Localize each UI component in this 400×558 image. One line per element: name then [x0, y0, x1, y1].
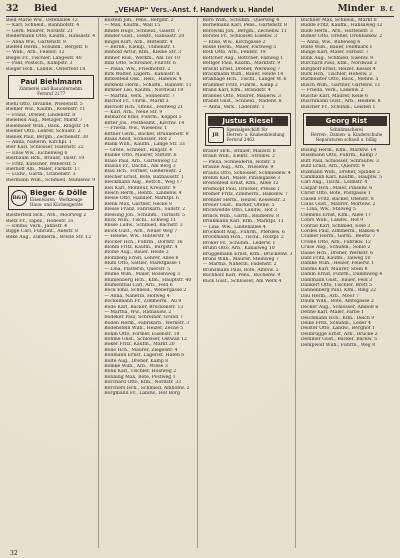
- ad-line: Herren- u. Knabenkleidung: [226, 132, 285, 138]
- directory-entry: Birkholz Herm., Schaffn., Bahnstr. 11: [104, 82, 192, 88]
- ad-georg-rist: [303, 113, 390, 145]
- directory-entry: Borchers Hch., Schmied, Amboßw. 2: [104, 385, 190, 391]
- directory-entry: Dahms Karl, Maurer, Stein 8: [300, 266, 368, 272]
- directory-entry: Bremer Fritz, Zimmerm., Balkenw. 7: [202, 192, 288, 198]
- directory-entry: Brüggemann Ernst, Kfm., Brückenw. 3: [202, 251, 293, 257]
- directory-entry: Buxmann Wilh., Dreher, Spindel 2: [300, 169, 380, 175]
- directory-entry: — Wilh., Arb., Feldstr. 12: [6, 50, 65, 56]
- directory-entry: Bitter Jos., Postbeamt., Kirchw. 14: [104, 120, 185, 126]
- directory-entry: Clemens Ernst, Kfm., Allee 17: [300, 212, 371, 218]
- directory-entry: Brandt Gust., Schneid., Nadelw. 8: [202, 99, 282, 105]
- directory-entry: Bosse Herm., Maler, Farbweg 5: [202, 45, 277, 51]
- ad-line: Reparaturen schnell u. billig: [316, 136, 377, 142]
- directory-entry: — Anna, Näherin, Hofweg 4: [104, 293, 170, 299]
- directory-entry: Birkner Leo, Kaufm., Nordwall 19: [104, 88, 184, 94]
- directory-entry: Bollmann Ernst, Lagerist, Hafen 6: [104, 353, 185, 359]
- directory-entry: Blanke Otto, Maurer, Stiftstr. 6: [104, 153, 177, 159]
- directory-entry: Bindel Hugo, Schneid., Gasstr. 7: [104, 28, 180, 34]
- directory-entry: Bracht Ernst, Dreher, Werkweg 7: [202, 66, 281, 72]
- directory-entry: Bruhn Otto, Arb., Kanalweg 10: [202, 246, 275, 252]
- directory-entry: Böttger Paul, Kaufm., Marktstr. 9: [202, 61, 281, 67]
- directory-entry: Bittner Gerh., Bäcker, Brunnenstr. 8: [104, 131, 189, 137]
- directory-entry: Brunsmann Paul, Bote, Amtsw. 5: [202, 267, 279, 273]
- directory-entry: Büscher Fr., Schuhm., Leisten 1: [300, 104, 376, 110]
- directory-entry: Blum Otto, Sattler, Marktgasse 1: [104, 261, 182, 267]
- directory-entry: Busche Karl, Maurer, Kelle 6: [300, 93, 368, 99]
- directory-entry: Bilstein Joh., Pens., Bergstr. 2: [104, 18, 174, 23]
- directory-entry: — Elise Ww., Eichenweg 6: [6, 150, 68, 156]
- directory-entry: Bruns Wilh., Maurer, Steinweg 7: [202, 257, 279, 263]
- directory-entry: Decker Aug., Schlosser, Amboß 6: [300, 304, 379, 310]
- directory-entry: Buschmann Gust., Arb., Heidew. 8: [300, 99, 381, 105]
- entries-col2: [104, 18, 194, 396]
- directory-entry: Bielefeld Aug., Metzger, Markt 7: [6, 118, 83, 124]
- directory-entry: — Franz, Dreher, Lindenstr. 8: [6, 112, 76, 118]
- directory-entry: Breitkopf Paul, Drucker, Presse 1: [202, 186, 281, 192]
- directory-entry: Bier Karl, Schlosser, Hafenstr. 22: [6, 145, 84, 151]
- directory-columns: [6, 18, 394, 548]
- ad-phone: Fernruf 2177: [37, 91, 66, 97]
- directory-entry: Dahlke Wilh., Heizer, Feuerw. 1: [300, 261, 375, 267]
- ad-line: Eisenwaren · Werkzeuge: [30, 197, 83, 203]
- directory-entry: Binhold Artur, Kfm., Kleine Str. 3: [104, 50, 182, 56]
- directory-entry: Blome Aug., Bauer, Heide 2: [104, 250, 169, 256]
- column-3: [203, 18, 296, 548]
- column-2: [104, 18, 197, 548]
- directory-entry: Dankert Otto, Tischler, Brett 5: [300, 283, 372, 289]
- directory-entry: Cramer Herm., Gärtn., Beetw. 7: [300, 234, 376, 240]
- directory-entry: Blomberg Ernst, Lehrer, Allee 8: [104, 255, 179, 261]
- directory-entry: Buck Gust., Schlosser, Am Werk 4: [202, 278, 282, 284]
- directory-entry: Birkenfeld Osk., Heiz., Hafenw. 4: [104, 77, 182, 83]
- directory-entry: — Frieda, Verk., Ladenw. 2: [300, 88, 364, 94]
- ad-line: Haus- und Küchengeräte: [30, 202, 83, 208]
- directory-entry: Brammer Fritz, Fuhrm., Kamp 2: [202, 82, 278, 88]
- directory-entry: Brand Karl, Kfm., Brandstr. 4: [202, 88, 271, 94]
- directory-entry: — Bernh., Klemp., Ulmenstr. 1: [104, 45, 176, 51]
- directory-entry: Blumenberg Hch., Kfm., Hauptstr. 40: [104, 277, 192, 283]
- directory-entry: — Helene, Ww., Hinterstr. 9: [104, 234, 170, 240]
- ad-title: Justus Riesel: [208, 116, 288, 126]
- directory-entry: Blecher Ernst, Bote, Rathausstr. 1: [104, 174, 184, 180]
- directory-entry: Borgmann Fr., Landw., Hof Borg: [104, 391, 180, 397]
- directory-entry: Deike Fritz, Schuhm., Leder 4: [300, 320, 371, 326]
- directory-entry: — Anna, Näherin, Kirchpl. 1: [6, 139, 72, 145]
- directory-entry: Breuer Gust., Bäcker, Ofenw. 5: [202, 202, 275, 208]
- directory-entry: Bröker Fr., Schuhm., Lederw. 1: [202, 240, 276, 246]
- directory-entry: Bülte Wilh., Bauer, Feldmark 1: [300, 45, 373, 51]
- directory-entry: Brenner Herm., Heizer, Kesselstr. 2: [202, 197, 286, 203]
- directory-entry: Caspar Hch., Maler, Pinselw. 6: [300, 185, 373, 191]
- column-4: [301, 18, 394, 548]
- column-1: [6, 18, 99, 548]
- directory-entry: Dahl Fritz, Kaufm., Talweg 10: [300, 256, 371, 262]
- ad-line: Zimmerei und Bauunternehm.: [19, 86, 84, 92]
- directory-entry: Dehne Karl, Maler, Farbe 1: [300, 310, 365, 316]
- directory-entry: Büchner Max, Schneid., Markt 8: [300, 18, 377, 23]
- entries-col3-b: [203, 149, 293, 284]
- directory-entry: Both Otto, Arb., Feldstr. 19: [202, 50, 266, 56]
- directory-entry: Böhm Otto, Former, Eisenstr. 10: [104, 331, 180, 337]
- directory-entry: Bischof Fr., Uhrm., Markt 3: [104, 99, 169, 105]
- directory-entry: Bielemeier Wilh., Bäck., Ringstr. 14: [6, 123, 89, 129]
- directory-entry: Dau Herm., Arb., Moor 7: [300, 293, 359, 299]
- directory-entry: Brauer Hch., Brauer, Malzstr. 6: [202, 148, 276, 154]
- ad-title: Georg Rist: [306, 116, 387, 126]
- directory-entry: Dannenberg Paul, Kfm., Ring 22: [300, 288, 376, 294]
- directory-entry: Dempwolf Wilh., Fuhrm., Weg 8: [300, 342, 376, 348]
- right-mark: B. f.: [380, 5, 394, 13]
- directory-entry: — Lina, Ww., Lindenallee 4: [202, 224, 266, 230]
- directory-entry: — Paula, Ww., Friedhofstr. 2: [104, 66, 171, 72]
- directory-entry: — Max, Kaufm., Wall 15: [104, 23, 161, 29]
- directory-entry: Blenk Max, Gärtner, Hecke 8: [104, 201, 172, 207]
- directory-entry: Bolte Aug., Dreher, Kamp 8: [104, 358, 169, 364]
- directory-entry: Biermann Wilh., Schmied, Mühlenw. 9: [6, 177, 96, 183]
- directory-entry: Bonk Karl, Tischler, Holzweg 2: [104, 369, 177, 375]
- directory-entry: Blume Wilh., Maler, Rosenweg 3: [104, 272, 180, 278]
- directory-entry: Claus Gust., Maurer, Mörtelw. 2: [300, 201, 376, 207]
- directory-entry: — Paul, Postsch., Kampstr. 3: [6, 61, 73, 67]
- ad-justus-riesel: [205, 113, 291, 146]
- directory-entry: — Elise, Ww., Kirchgasse 2: [202, 39, 266, 45]
- ad-title: Paul Biehlmann: [20, 78, 82, 87]
- directory-entry: Bölle Hch., Maurer, Ziegelstr. 4: [104, 347, 178, 353]
- ad-line: Schuhmacherei: [329, 126, 363, 132]
- directory-entry: Boden Herm., Fabrikarb., Werkstr. 3: [104, 320, 190, 326]
- directory-entry: Bleise Otto, Händler, Marktpl. 6: [104, 196, 179, 202]
- directory-entry: — Gerh. Maurer, Nordstr. 21: [6, 28, 74, 34]
- directory-entry: — Lina, Ww., Stillweg 5: [300, 207, 356, 213]
- directory-entry: Bomke Wilh., Arb., Wiese 3: [104, 364, 168, 369]
- directory-entry: — Frieda, Ww., Wiesenw. 1: [104, 126, 168, 132]
- directory-entry: Butz Ernst, Arb., Querstr. 9: [300, 164, 365, 170]
- directory-entry: Brockhoff Aug., Fuhrm., Pferdew. 6: [202, 230, 285, 235]
- directory-entry: Cohrs Wilh., Landw., Hof 9: [300, 218, 364, 224]
- directory-entry: — Martha, Ww., Rathausw. 2: [104, 309, 172, 315]
- directory-entry: Bieger Hch., Landw., Osterfeld 18: [6, 66, 86, 72]
- directory-entry: — Anna, Verk., Ladenstr. 1: [202, 104, 265, 110]
- entries-col1-b: [6, 102, 96, 183]
- directory-entry: Conrad Karl, Schmied, Esse 3: [300, 223, 371, 229]
- directory-entry: Blasius Fr., Dachd., Am Berg 3: [104, 163, 176, 169]
- directory-entry: Bingel Kurt, Arb., Mittelstr. 4: [104, 39, 173, 45]
- directory-entry: Deichmann Hch., Kfm., Deich 9: [300, 315, 375, 321]
- directory-entry: Budde Fritz, Kaufm., Hansaweg 12: [300, 23, 383, 29]
- directory-entry: Blick Wilh., Tischl., Eckweg 11: [104, 218, 177, 224]
- directory-entry: Carl Aug., Tischl., Leimstr. 4: [300, 180, 368, 186]
- entries-col4-a: [301, 18, 392, 110]
- directory-entry: Bietz Fr., Tapez., Hohestr. 31: [6, 218, 74, 224]
- directory-entry: Blumenthal Carl, Arb., Feld 6: [104, 282, 173, 288]
- directory-entry: Bischoff Hch., Ofens., Feldweg 21: [104, 104, 184, 110]
- directory-entry: Binner Rud., Werkm., Am Tor 10: [104, 55, 181, 61]
- directory-entry: — Martha, Verk., Sonnenstr. 7: [104, 93, 175, 99]
- directory-entry: Cruse Aug., Schuhm., Sohle 2: [300, 245, 371, 251]
- directory-entry: Brockmann Hch., Tischl., Holzpl. 2: [202, 235, 284, 241]
- directory-entry: Biesterfeld Hch., Arb., Moorweg 2: [6, 213, 87, 219]
- directory-entry: Brinck Wilh., Gärtn., Blumenw. 8: [202, 213, 280, 219]
- directory-entry: Burmeister Otto, Bäck., Mehlw. 5: [300, 77, 379, 83]
- directory-entry: — Karl, Arb., Neue Str. 9: [104, 109, 163, 115]
- directory-entry: Braune Aug., Arb., Wiesenw. 9: [202, 165, 274, 171]
- directory-entry: Bierbaum Hch., Brauer, Talstr. 19: [6, 156, 85, 162]
- directory-entry: Christ Otto, Bote, Postgasse 1: [300, 191, 371, 197]
- directory-entry: — Lina, Plätterin, Querstr. 5: [104, 266, 171, 272]
- ad-biehlmann: [8, 75, 94, 99]
- directory-entry: Böker Fritz, Kaufm., Markt 20: [104, 342, 175, 348]
- directory-entry: Dellbrügge Ernst, Arb., Brücke 2: [300, 331, 378, 337]
- directory-entry: Binz Otto, Schreiner, Flurstr. 6: [104, 61, 176, 67]
- directory-entry: — Anna Ww., Gartenstr. 9: [6, 39, 66, 45]
- footer-page-number: 32: [10, 550, 18, 557]
- directory-entry: Böttcher Aug., Böttcher, Faßweg 1: [202, 55, 284, 61]
- directory-entry: Cordes Paul, Zimmerm., Balken 4: [300, 229, 380, 234]
- directory-entry: Biedermann Otto, Kaufm., Hansastr. 4: [6, 34, 96, 40]
- directory-entry: Brehm Karl, Maler, Pinselgasse 3: [202, 175, 281, 181]
- directory-entry: Burk Hch., Tischler, Hobelw. 3: [300, 72, 372, 78]
- shop-logo-icon: JR: [208, 127, 224, 143]
- directory-entry: — Martha, Näherin, Fadenstr. 2: [202, 262, 277, 268]
- ad-phone: Fernruf 2463: [226, 137, 255, 143]
- directory-entry: Blohm Fritz, Kaufm., Burgstr. 4: [104, 245, 178, 251]
- directory-entry: Blöcker Hch., Fuhrm., Dorfstr. 16: [104, 239, 183, 245]
- ad-line: Spezialgeschäft für: [226, 127, 268, 133]
- directory-entry: Born Wilh., Schuhm., Querweg 4: [202, 18, 280, 23]
- directory-entry: Borowski Joh., Bergm., Zechenw. 11: [202, 28, 287, 34]
- directory-entry: Brickwedde Otto, Landw., Hof 3: [202, 208, 278, 214]
- directory-entry: Bunk Aug., Schmied, Eisenw. 9: [300, 55, 374, 61]
- page-header: [6, 3, 394, 15]
- page-number: 32: [6, 4, 19, 14]
- entries-col1-a: [6, 18, 96, 72]
- directory-entry: Biehl Otto, Invalide, Wiesenstr. 5: [6, 102, 83, 108]
- directory-entry: Block Gust., Arb., Neuer Weg 7: [104, 228, 178, 234]
- directory-entry: Biehler Ww., Kaufm., Rosenstr. 11: [6, 107, 86, 113]
- directory-entry: Crome Otto, Arb., Fabrikw. 12: [300, 239, 371, 245]
- directory-entry: Böhme Gust., Schlosser, Ostwall 12: [104, 336, 187, 342]
- directory-entry: — Paula, Schneiderin, Hofstr. 5: [202, 159, 276, 165]
- directory-entry: Bleckmann Aug., Böttch., Weg 17: [104, 180, 183, 186]
- directory-entry: Brauns Otto, Schlosser, Schmiedew. 4: [202, 170, 291, 176]
- directory-entry: Blaas Adolf, Schlosser, Hof 2: [104, 136, 172, 142]
- directory-entry: Daase Hch., Dreher, Werkstr. 6: [300, 250, 374, 256]
- directory-entry: Bödeker Paul, Schreiner, Grund 7: [104, 315, 183, 321]
- ad-title: Bieger & Dölle: [30, 189, 87, 198]
- entries-col3-a: [203, 18, 293, 110]
- entries-col4-b: [301, 148, 392, 348]
- directory-entry: — Karl, Schneid., Bahnhofstr. 4: [6, 23, 80, 29]
- directory-entry: Bühler Otto, Dreher, Drehbankw. 2: [300, 34, 383, 40]
- directory-entry: Blank Wilh., Kaufm., Lange Str. 33: [104, 142, 185, 148]
- directory-entry: Damm Ernst, Fuhrm., Dammweg 4: [300, 272, 383, 278]
- ad-line: Herren-, Damen- u. Kinderschuhe: [310, 131, 383, 137]
- directory-entry: Bigge Carl, Fuhrunt., Auestr. 8: [6, 229, 78, 235]
- directory-entry: Biegel Fr., Tischler, Langestr. 40: [6, 55, 82, 61]
- header-rule: [6, 16, 394, 17]
- directory-entry: Bilke Aug., Zimmerm., Breite Str. 12: [6, 234, 92, 240]
- insurance-banner: „VEHAP“ Vers.-Anst. f. Handwerk u. Handel: [114, 4, 274, 14]
- directory-entry: Deister Otto, Landw., Berghof 1: [300, 326, 375, 332]
- directory-entry: Burchard Paul, Kfm., Nordwall 2: [300, 61, 377, 67]
- directory-entry: Bönning Max, Bote, Postweg 1: [104, 374, 176, 380]
- directory-entry: Dammann Gust., Bauer, Feld 3: [300, 277, 373, 283]
- directory-entry: Brakhage Hch., Tischl., Langer W. 6: [202, 77, 287, 83]
- directory-entry: Brinkmann Karl, Kfm., Marktpl. 11: [202, 219, 284, 225]
- directory-entry: Blisse Ludw., Schmied, Bachstr. 3: [104, 223, 183, 229]
- directory-entry: Clasen Fritz, Bäcker, Ofenstr. 8: [300, 196, 374, 202]
- directory-entry: Bock Emil, Schneid., Webergasse 2: [104, 288, 187, 294]
- directory-entry: Büsing Herm., Kfm., Marktw. 14: [300, 147, 377, 153]
- directory-entry: Bied Marie Ww., Ostenallee 12: [6, 18, 78, 23]
- directory-entry: Brackmann Wilh., Bauer, Heide 14: [202, 72, 284, 78]
- directory-entry: Birk Walter, Lagerh., Kanalstr. 8: [104, 72, 180, 78]
- directory-entry: Cammann Karl, Kaufm., Hauptw. 5: [300, 174, 382, 180]
- directory-entry: Bunge Karl, Maler, Farbstr. 7: [300, 50, 369, 56]
- directory-entry: Blesse Franz, Fabrikarb., Südstr. 2: [104, 207, 186, 213]
- directory-entry: — Anna, Ww., Ruheweg 6: [300, 39, 361, 45]
- directory-entry: — Fritz, Kutscher, Weberstr. 5: [6, 161, 77, 167]
- directory-entry: Bockelmann Fr., Zimmerm., Au 9: [104, 299, 182, 305]
- left-running-word: Bied: [34, 4, 58, 14]
- directory-entry: Butt Paul, Schlosser, Schraubw. 3: [300, 158, 379, 164]
- directory-entry: Blau Hch., Former, Gießereistr. 2: [104, 169, 182, 175]
- directory-entry: Bismarck Emil, Fuhrm., Koppel 5: [104, 115, 182, 121]
- directory-entry: Bude Herm., Arb., Hüttenstr. 3: [300, 28, 373, 34]
- directory-entry: Bleich Herm., Rentn., Lindenw. 4: [104, 191, 182, 196]
- directory-entry: Daum Wilh., Bote, Amtsgasse 2: [300, 299, 374, 305]
- directory-entry: Busch Wilh., Gärtner, Gartenw. 11: [300, 82, 381, 88]
- directory-entry: Demmer Gust., Bäcker, Backw. 5: [300, 337, 377, 343]
- directory-entry: Braun Wilh., Elektr., Stromw. 2: [202, 154, 275, 160]
- directory-entry: Bierhoff Alb., Maler, Parkstr. 17: [6, 166, 80, 172]
- directory-entry: Blase Paul, Arb., Gartenweg 12: [104, 158, 178, 164]
- directory-entry: Binder Gust., Elektr., Hansastr. 20: [104, 34, 185, 40]
- directory-entry: — Emma, Verk., Jahnstr. 4: [6, 223, 67, 229]
- directory-entry: Blei Karl, Monteur, Kreuzstr. 9: [104, 185, 176, 191]
- directory-entry: Breitenfeld Ernst, Kfm., Allee 12: [202, 181, 279, 187]
- directory-entry: Borchard Otto, Kfm., Nordstr. 33: [104, 380, 182, 386]
- directory-entry: Brandes Otto, Maurer, Mauerw. 3: [202, 93, 281, 99]
- directory-entry: Blessing Joh., Schuhm., Turmstr. 5: [104, 212, 185, 218]
- directory-entry: Burghoff Ernst, Heizer, Kessel 4: [300, 66, 376, 72]
- directory-entry: — Grete, Schneid., Ringstr. 4: [104, 147, 173, 153]
- directory-entry: Bussmann Otto, Fuhrm., Kamp 7: [300, 153, 378, 159]
- directory-entry: Bode Karl, Bäcker, Brückenstr. 13: [104, 304, 184, 310]
- company-logo-icon: B&D: [11, 190, 27, 206]
- directory-entry: Borstel Fr., Schlosser, Eisenw. 3: [202, 34, 277, 40]
- right-running-word: Minder: [337, 4, 375, 14]
- directory-entry: Biefeld Herm., Schuhm., Bergstr. 6: [6, 45, 88, 51]
- ad-bieger-doelle: [8, 186, 94, 210]
- directory-entry: Bornemann Karl, Pens., Gartenstr. 8: [202, 23, 287, 29]
- directory-entry: Bienek Paul, Bergm., Zechenstr. 30: [6, 134, 89, 140]
- directory-entry: Biemer Otto, Lehrer, Schulstr. 2: [6, 129, 81, 135]
- directory-entry: Bodenstein Wilh., Heizer, Zeche 5: [104, 326, 184, 332]
- directory-entry: Buchholz Karl, Pens., Buchenw. 9: [202, 273, 281, 279]
- directory-entry: — Ludw., Gärtn., Grabenstr. 3: [6, 172, 76, 178]
- entries-col1-c: [6, 213, 96, 240]
